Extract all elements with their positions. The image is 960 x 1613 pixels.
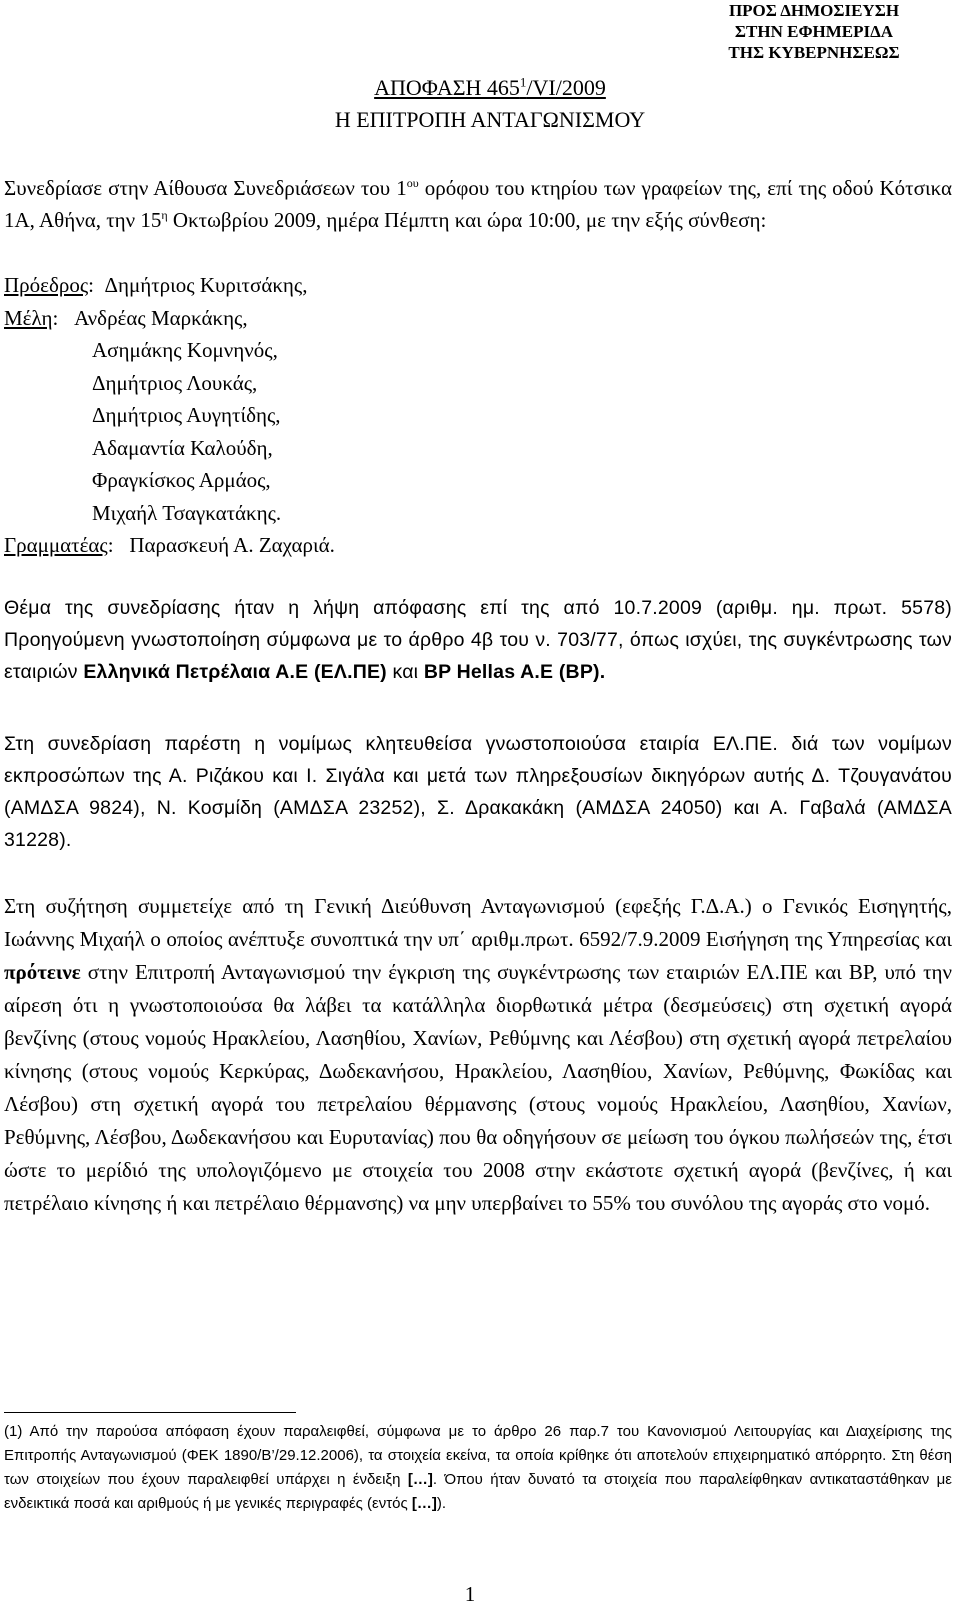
intro-paragraph — [4, 172, 952, 236]
members-label: Μέλη — [4, 305, 53, 330]
member-name: Δημήτριος Αυγητίδης, — [92, 403, 281, 427]
intro-text: ορόφου του κτηρίου των γραφείων της, επί της οδού Κότσικα 1Α, Αθήνα, την 15 — [4, 176, 952, 232]
ordinal-superscript: η — [161, 208, 168, 222]
intro-text: Οκτωβρίου 2009, ημέρα Πέμπτη και ώρα 10:00, με την εξής σύνθεση: — [167, 208, 767, 232]
decision-number-prefix: ΑΠΟΦΑΣΗ 465 — [374, 75, 520, 100]
publication-note — [694, 0, 934, 63]
footnote-text: ). — [436, 1495, 447, 1512]
footnote-text: (1) Από την παρούσα απόφαση έχουν παραλειφθεί, σύμφωνα με το άρθρο 26 παρ.7 του Κανονισμού Λειτουργίας και Διαχείρισης της Επιτροπής Ανταγωνισμού (ΦΕΚ 1890/Β’/29.12.2006), τα στοιχεία εκείνα, τα οποία κρίθηκε ότι αποτελούν επιχειρηματικό απόρρητο. Στη θέση των στοιχείων που έχουν παραλειφθεί υπάρχει η ένδειξη — [4, 1423, 952, 1488]
secretary-label: Γραμματέας — [4, 533, 108, 557]
discussion-paragraph — [4, 890, 952, 1220]
member-name: Αδαμαντία Καλούδη, — [92, 435, 273, 460]
member-name: Ανδρέας Μαρκάκης, — [74, 305, 248, 330]
decision-title — [300, 72, 680, 136]
topic-text: Θέμα της συνεδρίασης ήταν η λήψη απόφασης επί της από 10.7.2009 (αριθμ. ημ. πρωτ. 5578) Προηγούμενη γνωστοποίηση σύμφωνα με το άρθρο 4β του ν. 703/77, όπως ισχύει, της συγκέντρωσης των εταιριών — [4, 597, 952, 683]
omission-marker: […] — [411, 1495, 437, 1512]
member-name: Δημήτριος Λουκάς, — [92, 370, 258, 395]
topic-paragraph — [4, 592, 952, 688]
publication-note-line: ΣΤΗΝ ΕΦΗΜΕΡΙΔΑ — [734, 22, 894, 41]
discussion-text: στην Επιτροπή Ανταγωνισμού την έγκριση της συγκέντρωσης των εταιριών ΕΛ.ΠΕ και BP, υπό την αίρεση ότι η γνωστοποιούσα θα λάβει τα κατάλληλα διορθωτικά μέτρα (δεσμεύσεις) στη σχετική αγορά βενζίνης (στους νομούς Ηρακλείου, Λασηθίου, Χανίων, Ρεθύμνης και Λέσβου) στη σχετική αγορά πετρελαίου κίνησης (στους νομούς Κερκύρας, Δωδεκανήσου, Ηρακλείου, Λασηθίου, Χανίων, Ρεθύμνης, Φωκίδας και Λέσβου) στη σχετική αγορά του πετρελαίου θέρμανσης (στους νομούς Ηρακλείου, Λασηθίου, Χανίων, Ρεθύμνης, Λέσβου, Δωδεκανήσου και Ευρυτανίας) που θα οδηγήσουν σε μείωση του όγκου πωλήσεών της, έτσι ώστε το μερίδιό της υπολογιζόμενο με στοιχεία του 2008 στην εκάστοτε σχετική αγορά (βενζίνες, ή και πετρέλαιο κίνησης ή και πετρέλαιο θέρμανσης) να μην υπερβαίνει το 55% του συνόλου της αγοράς στο νομό. — [4, 960, 952, 1215]
page-number: 1 — [464, 1582, 476, 1606]
publication-note-line: ΤΗΣ ΚΥΒΕΡΝΗΣΕΩΣ — [728, 43, 900, 62]
secretary-name: Παρασκευή Α. Ζαχαριά. — [129, 533, 335, 557]
decision-number — [300, 72, 680, 104]
members-row: Μέλη: Ανδρέας Μαρκάκης, — [4, 305, 248, 330]
president-row: Πρόεδρος: Δημήτριος Κυριτσάκης, — [4, 273, 308, 297]
topic-text: και — [386, 661, 424, 683]
company-name: BP Hellas A.E (BP). — [423, 661, 606, 683]
footnote-separator — [4, 1412, 296, 1413]
member-name: Φραγκίσκος Αρμάος, — [92, 468, 271, 492]
committee-composition — [4, 269, 335, 562]
company-name: Ελληνικά Πετρέλαια Α.Ε (ΕΛ.ΠΕ) — [83, 661, 387, 683]
ordinal-superscript: ου — [406, 176, 419, 190]
president-label: Πρόεδρος — [4, 273, 89, 297]
presence-paragraph: Στη συνεδρίαση παρέστη η νομίμως κλητευθείσα γνωστοποιούσα εταιρία ΕΛ.ΠΕ. διά των νομίμων εκπροσώπων της Α. Ριζάκου και Ι. Σιγάλα και μετά των πληρεξουσίων δικηγόρων αυτής Δ. Τζουγανάτου (ΑΜΔΣΑ 9824), Ν. Κοσμίδη (ΑΜΔΣΑ 23252), Σ. Δρακακάκη (ΑΜΔΣΑ 24050) και Α. Γαβαλά (ΑΜΔΣΑ 31228). — [4, 733, 952, 851]
publication-note-line: ΠΡΟΣ ΔΗΜΟΣΙΕΥΣΗ — [728, 1, 900, 20]
secretary-row: Γραμματέας: Παρασκευή Α. Ζαχαριά. — [4, 533, 335, 557]
footnote-reference: 1 — [519, 74, 527, 90]
decision-number-suffix: /VI/2009 — [526, 75, 606, 100]
authority-name: Η ΕΠΙΤΡΟΠΗ ΑΝΤΑΓΩΝΙΣΜΟΥ — [334, 107, 646, 132]
member-name: Ασημάκης Κομνηνός, — [92, 338, 278, 362]
president-name: Δημήτριος Κυριτσάκης, — [104, 273, 308, 297]
emphasized-word: πρότεινε — [4, 960, 81, 984]
omission-marker: […] — [407, 1471, 433, 1488]
intro-text: Συνεδρίασε στην Αίθουσα Συνεδριάσεων του 1 — [4, 176, 407, 200]
footnote — [4, 1420, 952, 1516]
member-name: Μιχαήλ Τσαγκατάκης. — [92, 500, 282, 525]
discussion-text: Στη συζήτηση συμμετείχε από τη Γενική Διεύθυνση Ανταγωνισμού (εφεξής Γ.Δ.Α.) ο Γενικός Εισηγητής, Ιωάννης Μιχαήλ ο οποίος ανέπτυξε συνοπτικά την υπ΄ αριθμ.πρωτ. 6592/7.9.2009 Εισήγηση της Υπηρεσίας και — [4, 894, 952, 951]
footnote-text: . Όπου ήταν δυνατό τα στοιχεία που παραλείφθηκαν αντικαταστάθηκαν με ενδεικτικά ποσά και αριθμούς ή με γενικές περιγραφές (εντός — [4, 1471, 952, 1512]
